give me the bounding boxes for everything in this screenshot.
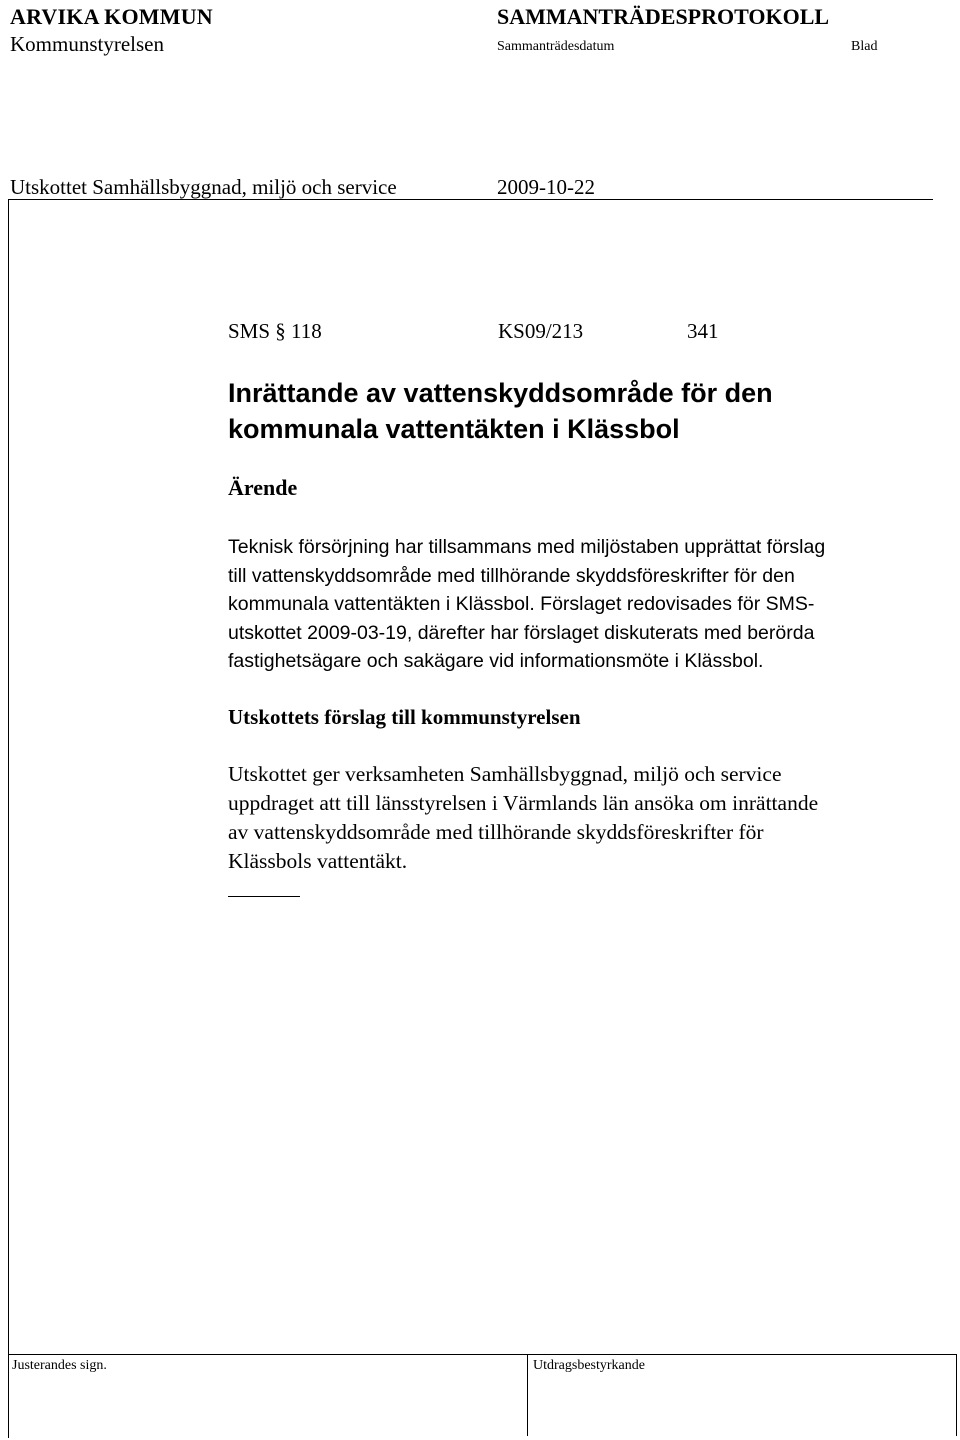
title-line: kommunala vattentäkten i Klässbol [228, 414, 680, 444]
signature-box [8, 1354, 957, 1436]
signature-box-divider [527, 1354, 528, 1436]
paragraph-line: fastighetsägare och sakägare vid informationsmöte i Klässbol. [228, 650, 764, 672]
document-type: SAMMANTRÄDESPROTOKOLL [497, 4, 830, 29]
paragraph-line: av vattenskyddsområde med tillhörande skyddsföreskrifter för [228, 820, 764, 844]
paragraph-line: Teknisk försörjning har tillsammans med miljöstaben upprättat förslag [228, 536, 826, 558]
organization-name: ARVIKA KOMMUN [10, 4, 213, 29]
end-rule [228, 896, 300, 897]
diary-number: KS09/213 [498, 319, 584, 343]
body-name: Kommunstyrelsen [10, 32, 164, 56]
paragraph-line: Klässbols vattentäkt. [228, 849, 408, 873]
proposal-paragraph [228, 760, 818, 876]
arende-heading: Ärende [228, 475, 298, 500]
paragraph-line: kommunala vattentäkten i Klässbol. Förslaget redovisades för SMS- [228, 593, 815, 615]
paragraph-line: Utskottet ger verksamheten Samhällsbyggnad, miljö och service [228, 762, 782, 786]
meeting-date: 2009-10-22 [497, 175, 595, 199]
paragraph-line: utskottet 2009-03-19, därefter har förslaget diskuterats med berörda [228, 621, 815, 644]
proposal-heading: Utskottets förslag till kommunstyrelsen [228, 705, 581, 729]
adjuster-signature-label: Justerandes sign. [12, 1358, 107, 1373]
paragraph-line: till vattenskyddsområde med tillhörande skyddsföreskrifter för den [228, 564, 795, 587]
case-id: SMS § 118 [228, 319, 322, 343]
arende-paragraph [228, 533, 825, 676]
paragraph-line: uppdraget att till länsstyrelsen i Värmlands län ansöka om inrättande [228, 791, 819, 815]
extract-certification-label: Utdragsbestyrkande [533, 1358, 645, 1373]
left-margin-line [8, 199, 9, 1438]
page-label: Blad [851, 39, 878, 54]
page-number: 341 [687, 319, 719, 343]
item-title [228, 375, 773, 447]
header-divider [8, 199, 933, 200]
meeting-date-label: Sammanträdesdatum [497, 39, 615, 54]
title-line: Inrättande av vattenskyddsområde för den [228, 378, 773, 408]
committee-name: Utskottet Samhällsbyggnad, miljö och service [10, 175, 397, 199]
